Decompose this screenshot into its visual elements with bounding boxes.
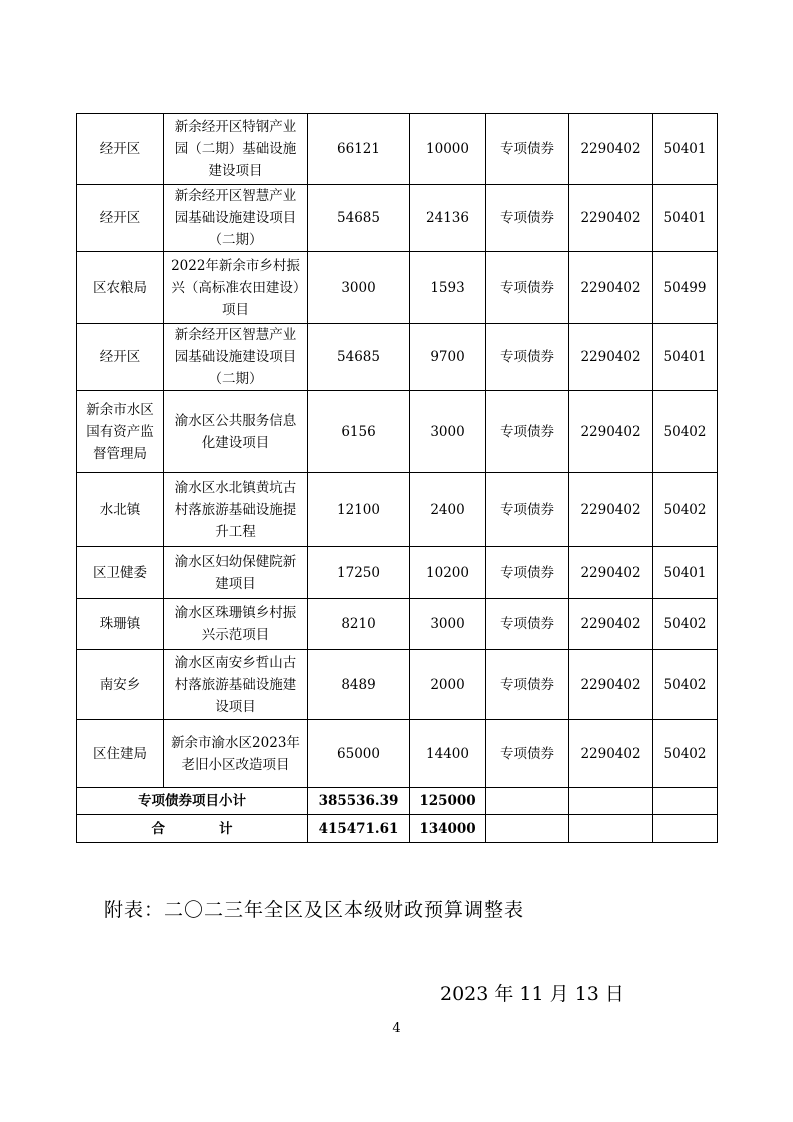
dept-cell: 区住建局 [77, 720, 164, 788]
empty-cell [486, 788, 569, 815]
type-cell: 专项债券 [486, 114, 569, 185]
code2-cell: 50499 [653, 252, 718, 324]
amount-cell: 14400 [410, 720, 486, 788]
table-row [77, 599, 718, 650]
empty-cell [569, 788, 653, 815]
table-row [77, 547, 718, 599]
amount-cell: 1593 [410, 252, 486, 324]
total-cell: 54685 [308, 185, 410, 252]
total-cell: 65000 [308, 720, 410, 788]
type-cell: 专项债券 [486, 473, 569, 547]
table-row [77, 391, 718, 473]
code1-cell: 2290402 [569, 324, 653, 391]
document-date: 2023 年 11 月 13 日 [440, 983, 624, 1005]
code1-cell: 2290402 [569, 547, 653, 599]
subtotal-label: 专项债券项目小计 [77, 788, 308, 815]
code2-cell: 50402 [653, 473, 718, 547]
table-row [77, 185, 718, 252]
code2-cell: 50402 [653, 720, 718, 788]
table-row [77, 324, 718, 391]
code1-cell: 2290402 [569, 473, 653, 547]
code2-cell: 50402 [653, 599, 718, 650]
total-cell: 54685 [308, 324, 410, 391]
dept-cell: 珠珊镇 [77, 599, 164, 650]
type-cell: 专项债券 [486, 650, 569, 720]
table-row [77, 650, 718, 720]
code2-cell: 50401 [653, 547, 718, 599]
project-cell: 2022年新余市乡村振兴（高标准农田建设）项目 [164, 252, 308, 324]
table-row [77, 473, 718, 547]
total-cell: 6156 [308, 391, 410, 473]
budget-table [76, 113, 718, 843]
amount-cell: 3000 [410, 391, 486, 473]
empty-cell [486, 815, 569, 843]
code1-cell: 2290402 [569, 599, 653, 650]
grand-total-total: 415471.61 [308, 815, 410, 843]
total-cell: 12100 [308, 473, 410, 547]
grand-total-row [77, 815, 718, 843]
subtotal-amount: 125000 [410, 788, 486, 815]
total-cell: 66121 [308, 114, 410, 185]
amount-cell: 2400 [410, 473, 486, 547]
total-cell: 17250 [308, 547, 410, 599]
grand-total-amount: 134000 [410, 815, 486, 843]
dept-cell: 经开区 [77, 114, 164, 185]
project-cell: 新余市渝水区2023年老旧小区改造项目 [164, 720, 308, 788]
code2-cell: 50401 [653, 185, 718, 252]
project-cell: 新余经开区智慧产业园基础设施建设项目（二期） [164, 324, 308, 391]
dept-cell: 经开区 [77, 324, 164, 391]
dept-cell: 南安乡 [77, 650, 164, 720]
table-row [77, 114, 718, 185]
code2-cell: 50402 [653, 650, 718, 720]
code1-cell: 2290402 [569, 252, 653, 324]
code1-cell: 2290402 [569, 391, 653, 473]
grand-total-label: 合 计 [77, 815, 308, 843]
empty-cell [569, 815, 653, 843]
table-row [77, 252, 718, 324]
page-number: 4 [392, 1021, 401, 1036]
empty-cell [653, 815, 718, 843]
code1-cell: 2290402 [569, 185, 653, 252]
type-cell: 专项债券 [486, 391, 569, 473]
project-cell: 新余经开区智慧产业园基础设施建设项目（二期） [164, 185, 308, 252]
table-row [77, 720, 718, 788]
amount-cell: 2000 [410, 650, 486, 720]
project-cell: 渝水区公共服务信息化建设项目 [164, 391, 308, 473]
project-cell: 渝水区南安乡哲山古村落旅游基础设施建设项目 [164, 650, 308, 720]
amount-cell: 9700 [410, 324, 486, 391]
code2-cell: 50401 [653, 114, 718, 185]
code1-cell: 2290402 [569, 720, 653, 788]
project-cell: 渝水区珠珊镇乡村振兴示范项目 [164, 599, 308, 650]
table-body [77, 114, 718, 843]
code1-cell: 2290402 [569, 114, 653, 185]
type-cell: 专项债券 [486, 599, 569, 650]
total-cell: 8489 [308, 650, 410, 720]
amount-cell: 24136 [410, 185, 486, 252]
empty-cell [653, 788, 718, 815]
type-cell: 专项债券 [486, 324, 569, 391]
total-cell: 3000 [308, 252, 410, 324]
amount-cell: 10200 [410, 547, 486, 599]
subtotal-total: 385536.39 [308, 788, 410, 815]
dept-cell: 区卫健委 [77, 547, 164, 599]
subtotal-row [77, 788, 718, 815]
project-cell: 渝水区妇幼保健院新建项目 [164, 547, 308, 599]
dept-cell: 经开区 [77, 185, 164, 252]
dept-cell: 区农粮局 [77, 252, 164, 324]
code1-cell: 2290402 [569, 650, 653, 720]
amount-cell: 3000 [410, 599, 486, 650]
project-cell: 新余经开区特钢产业园（二期）基础设施建设项目 [164, 114, 308, 185]
code2-cell: 50401 [653, 324, 718, 391]
code2-cell: 50402 [653, 391, 718, 473]
type-cell: 专项债券 [486, 185, 569, 252]
amount-cell: 10000 [410, 114, 486, 185]
project-cell: 渝水区水北镇黄坑古村落旅游基础设施提升工程 [164, 473, 308, 547]
type-cell: 专项债券 [486, 252, 569, 324]
total-cell: 8210 [308, 599, 410, 650]
type-cell: 专项债券 [486, 720, 569, 788]
type-cell: 专项债券 [486, 547, 569, 599]
dept-cell: 水北镇 [77, 473, 164, 547]
dept-cell: 新余市水区国有资产监督管理局 [77, 391, 164, 473]
attachment-note: 附表：二〇二三年全区及区本级财政预算调整表 [104, 899, 525, 921]
